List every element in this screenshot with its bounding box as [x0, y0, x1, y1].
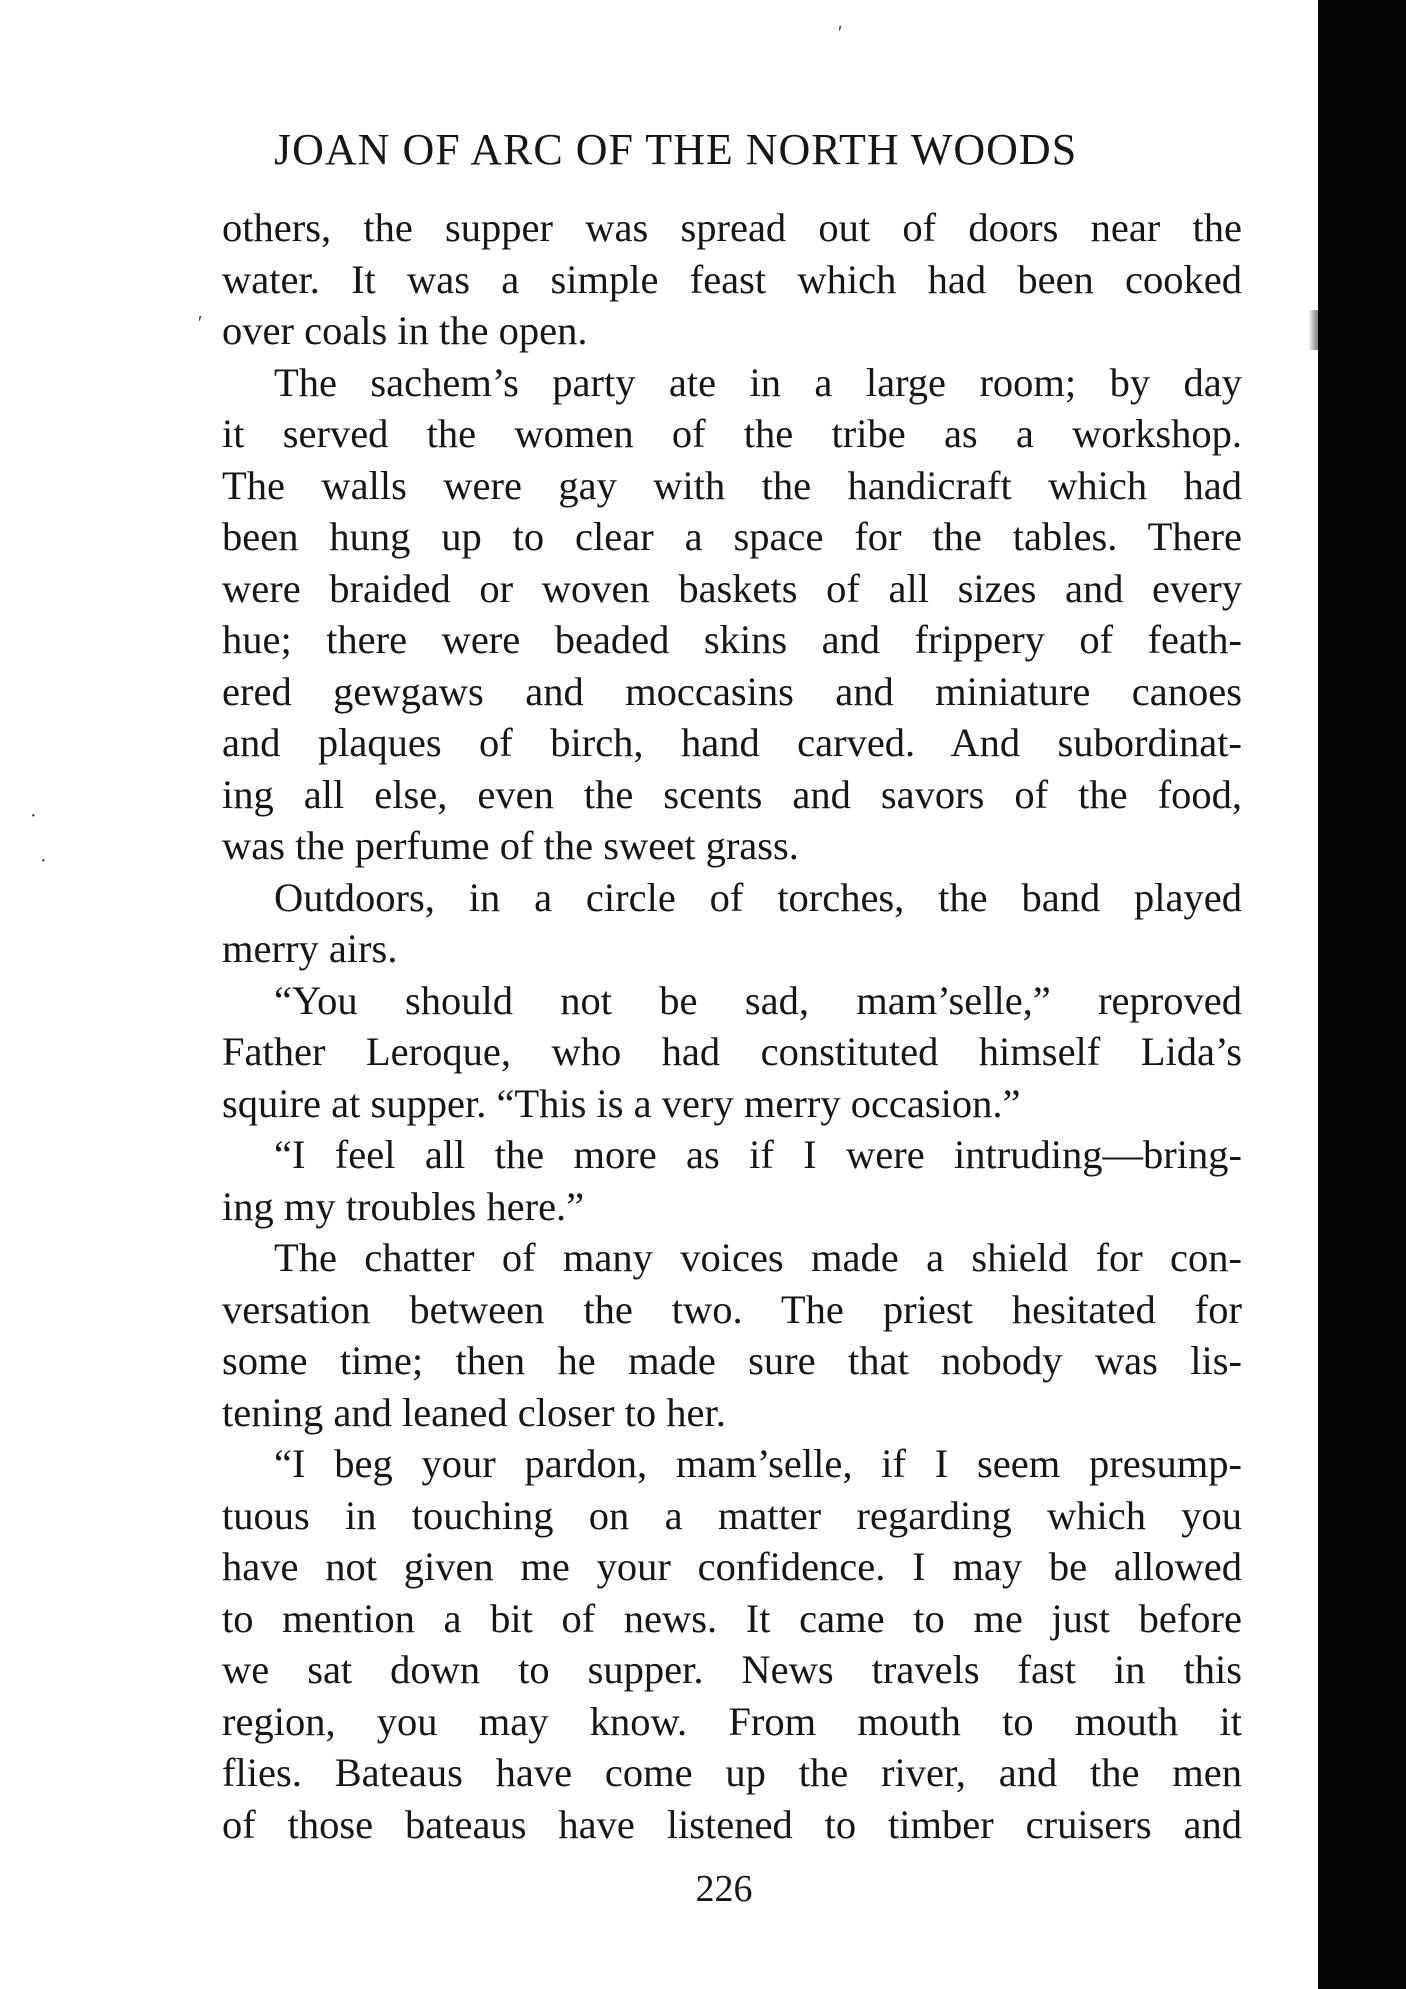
text-line: hue; there were beaded skins and frippery of feath- — [222, 617, 1242, 662]
running-head: JOAN OF ARC OF THE NORTH WOODS — [274, 125, 1078, 174]
text-line: was the perfume of the sweet grass. — [222, 823, 799, 868]
text-line: “I beg your pardon, mam’selle, if I seem presump- — [274, 1441, 1242, 1486]
text-line: ered gewgaws and moccasins and miniature canoes — [222, 668, 1242, 714]
text-line: “You should not be sad, mam’selle,” reproved — [274, 977, 1242, 1023]
text-line: tuous in touching on a matter regarding which you — [222, 1492, 1242, 1538]
text-line: Father Leroque, who had constituted himself Lida’s — [222, 1029, 1242, 1074]
scanned-page-edge — [1318, 0, 1406, 1989]
scan-speck: · — [40, 850, 47, 872]
page-number: 226 — [695, 1868, 753, 1910]
text-line: The chatter of many voices made a shield for con- — [274, 1235, 1242, 1280]
text-line: to mention a bit of news. It came to me just before — [222, 1595, 1242, 1641]
text-line: and plaques of birch, hand carved. And subordinat- — [222, 720, 1242, 765]
text-line: flies. Bateaus have come up the river, and the men — [222, 1750, 1242, 1795]
scanned-page-edge-fray — [1308, 310, 1320, 350]
text-line: ing my troubles here.” — [222, 1183, 585, 1229]
text-line: we sat down to supper. News travels fast in this — [222, 1647, 1242, 1692]
text-line: The walls were gay with the handicraft which had — [222, 462, 1242, 508]
text-line: Outdoors, in a circle of torches, the band played — [274, 874, 1242, 920]
text-line: ing all else, even the scents and savors of the food, — [222, 771, 1242, 817]
text-line: tening and leaned closer to her. — [222, 1389, 726, 1435]
text-line: The sachem’s party ate in a large room; by day — [274, 359, 1242, 405]
text-line: been hung up to clear a space for the tables. There — [222, 514, 1242, 559]
text-line: it served the women of the tribe as a workshop. — [222, 411, 1242, 456]
text-line: “I feel all the more as if I were intruding—bring- — [274, 1132, 1242, 1177]
text-line: region, you may know. From mouth to mouth it — [222, 1698, 1242, 1744]
scan-speck: ′ — [838, 22, 843, 44]
text-line: have not given me your confidence. I may be allowed — [222, 1544, 1242, 1589]
text-line: merry airs. — [222, 926, 398, 971]
text-line: others, the supper was spread out of doors near the — [222, 205, 1242, 250]
text-line: of those bateaus have listened to timber cruisers and — [222, 1801, 1242, 1847]
scan-speck: · — [30, 805, 37, 827]
text-line: squire at supper. “This is a very merry occasion.” — [222, 1080, 1021, 1126]
text-line: some time; then he made sure that nobody was lis- — [222, 1338, 1242, 1383]
body-text — [222, 202, 1242, 1850]
scan-speck: ′ — [198, 312, 203, 334]
text-line: versation between the two. The priest hesitated for — [222, 1286, 1242, 1332]
text-line: water. It was a simple feast which had been cooked — [222, 256, 1242, 302]
text-line: were braided or woven baskets of all sizes and every — [222, 565, 1242, 611]
text-line: over coals in the open. — [222, 308, 588, 353]
